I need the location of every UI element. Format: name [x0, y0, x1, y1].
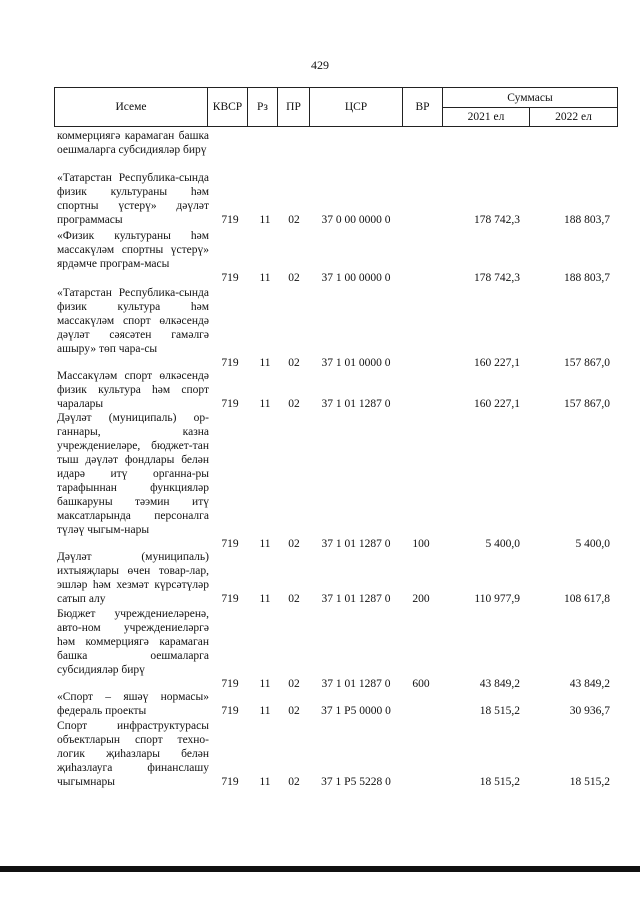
header-year-2022: 2022 ел — [555, 111, 592, 123]
row-sum-2021: 160 227,1 — [474, 398, 520, 410]
row-sum-2021: 18 515,2 — [479, 776, 520, 788]
row-sum-2021: 5 400,0 — [485, 538, 520, 550]
row-csr: 37 1 01 1287 0 — [321, 678, 391, 690]
row-rz: 11 — [259, 214, 271, 226]
row-pr: 02 — [288, 272, 300, 284]
row-csr: 37 1 01 1287 0 — [321, 398, 391, 410]
row-pr: 02 — [288, 678, 300, 690]
row-rz: 11 — [259, 593, 271, 605]
row-vr: 600 — [412, 678, 430, 690]
row-name: Спорт инфраструктурасы объектларын спорт техно-логик җиһазлары белән җиһазлауга финанслашу чыгымнары — [57, 720, 209, 788]
row-sum-2022: 43 849,2 — [569, 678, 610, 690]
row-sum-2021: 178 742,3 — [474, 272, 520, 284]
row-sum-2021: 178 742,3 — [474, 214, 520, 226]
row-rz: 11 — [259, 705, 271, 717]
row-sum-2021: 18 515,2 — [479, 705, 520, 717]
row-sum-2022: 157 867,0 — [564, 357, 610, 369]
row-sum-2022: 30 936,7 — [569, 705, 610, 717]
row-sum-2022: 18 515,2 — [569, 776, 610, 788]
row-rz: 11 — [259, 272, 271, 284]
table-row — [0, 607, 640, 691]
row-rz: 11 — [259, 538, 271, 550]
row-sum-2021: 110 977,9 — [474, 593, 520, 605]
row-name: «Спорт – яшәү нормасы» федераль проекты — [57, 691, 209, 717]
row-pr: 02 — [288, 214, 300, 226]
row-csr: 37 1 01 0000 0 — [321, 357, 391, 369]
row-pr: 02 — [288, 538, 300, 550]
row-csr: 37 1 P5 5228 0 — [321, 776, 391, 788]
scan-edge-bar — [0, 866, 640, 872]
row-csr: 37 1 P5 0000 0 — [321, 705, 391, 717]
header-kvsr: КВСР — [208, 88, 248, 126]
row-kvsr: 719 — [221, 538, 239, 550]
row-name: Дәүләт (муниципаль) ор-ганнары, казна учреждениеләре, бюджет-тан тыш дәүләт фондлары белән идарә итү органна-ры тарафыннан функцияләр башкаруны тәэмин итү максатларында персоналга түләү чыгым-нары — [57, 412, 209, 536]
row-csr: 37 1 00 0000 0 — [321, 272, 391, 284]
row-sum-2022: 157 867,0 — [564, 398, 610, 410]
row-sum-2022: 188 803,7 — [564, 214, 610, 226]
row-name: «Татарстан Республика-сында физик культура һәм массакүләм спорт өлкәсендә дәүләт сәясәтен гамәлгә ашыру» төп чара-сы — [57, 287, 209, 355]
header-year-2021: 2021 ел — [443, 108, 530, 126]
row-kvsr: 719 — [221, 357, 239, 369]
table-row — [0, 286, 640, 370]
row-sum-2021: 160 227,1 — [474, 357, 520, 369]
table-row — [0, 129, 640, 171]
table-row — [0, 229, 640, 285]
page-number: 429 — [311, 58, 329, 72]
row-name: «Физик культураны һәм массакүләм спортны үстерү» ярдәмче програм-масы — [57, 230, 209, 270]
table-header — [54, 87, 618, 127]
row-sum-2021: 43 849,2 — [479, 678, 520, 690]
row-sum-2022: 5 400,0 — [575, 538, 610, 550]
row-name: Дәүләт (муниципаль) ихтыяҗлары өчен товар-лар, эшләр һәм хезмәт күрсәтүләр сатып алу — [57, 551, 209, 605]
row-pr: 02 — [288, 705, 300, 717]
row-name: коммерциягә карамаган башка оешмаларга субсидияләр бирү — [57, 130, 209, 156]
row-sum-2022: 108 617,8 — [564, 593, 610, 605]
table-row — [0, 411, 640, 551]
row-vr: 100 — [412, 538, 430, 550]
row-pr: 02 — [288, 776, 300, 788]
row-pr: 02 — [288, 593, 300, 605]
header-vr: ВР — [403, 88, 443, 126]
table-row — [0, 719, 640, 789]
row-csr: 37 1 01 1287 0 — [321, 538, 391, 550]
row-name: Бюджет учреждениеләренә, авто-ном учреждениеләргә һәм коммерциягә карамаган башка оешмаларга субсидияләр бирү — [57, 608, 209, 676]
table-row — [0, 369, 640, 411]
table-row — [0, 690, 640, 718]
header-rz: Рз — [248, 88, 278, 126]
row-kvsr: 719 — [221, 593, 239, 605]
header-csr: ЦСР — [310, 88, 403, 126]
row-kvsr: 719 — [221, 398, 239, 410]
header-sums: Суммасы — [443, 88, 617, 108]
row-name: «Татарстан Республика-сында физик культураны һәм спортны үстерү» дәүләт программасы — [57, 172, 209, 226]
row-name: Массакүләм спорт өлкәсендә физик культура һәм спорт чаралары — [57, 370, 209, 410]
table-row — [0, 171, 640, 227]
row-kvsr: 719 — [221, 214, 239, 226]
row-csr: 37 1 01 1287 0 — [321, 593, 391, 605]
row-kvsr: 719 — [221, 272, 239, 284]
row-rz: 11 — [259, 357, 271, 369]
row-rz: 11 — [259, 776, 271, 788]
header-pr: ПР — [278, 88, 310, 126]
table-row — [0, 550, 640, 606]
row-sum-2022: 188 803,7 — [564, 272, 610, 284]
row-rz: 11 — [259, 678, 271, 690]
row-pr: 02 — [288, 398, 300, 410]
row-csr: 37 0 00 0000 0 — [321, 214, 391, 226]
row-kvsr: 719 — [221, 678, 239, 690]
row-pr: 02 — [288, 357, 300, 369]
row-kvsr: 719 — [221, 705, 239, 717]
row-kvsr: 719 — [221, 776, 239, 788]
row-rz: 11 — [259, 398, 271, 410]
header-name: Исеме — [55, 88, 208, 126]
row-vr: 200 — [412, 593, 430, 605]
